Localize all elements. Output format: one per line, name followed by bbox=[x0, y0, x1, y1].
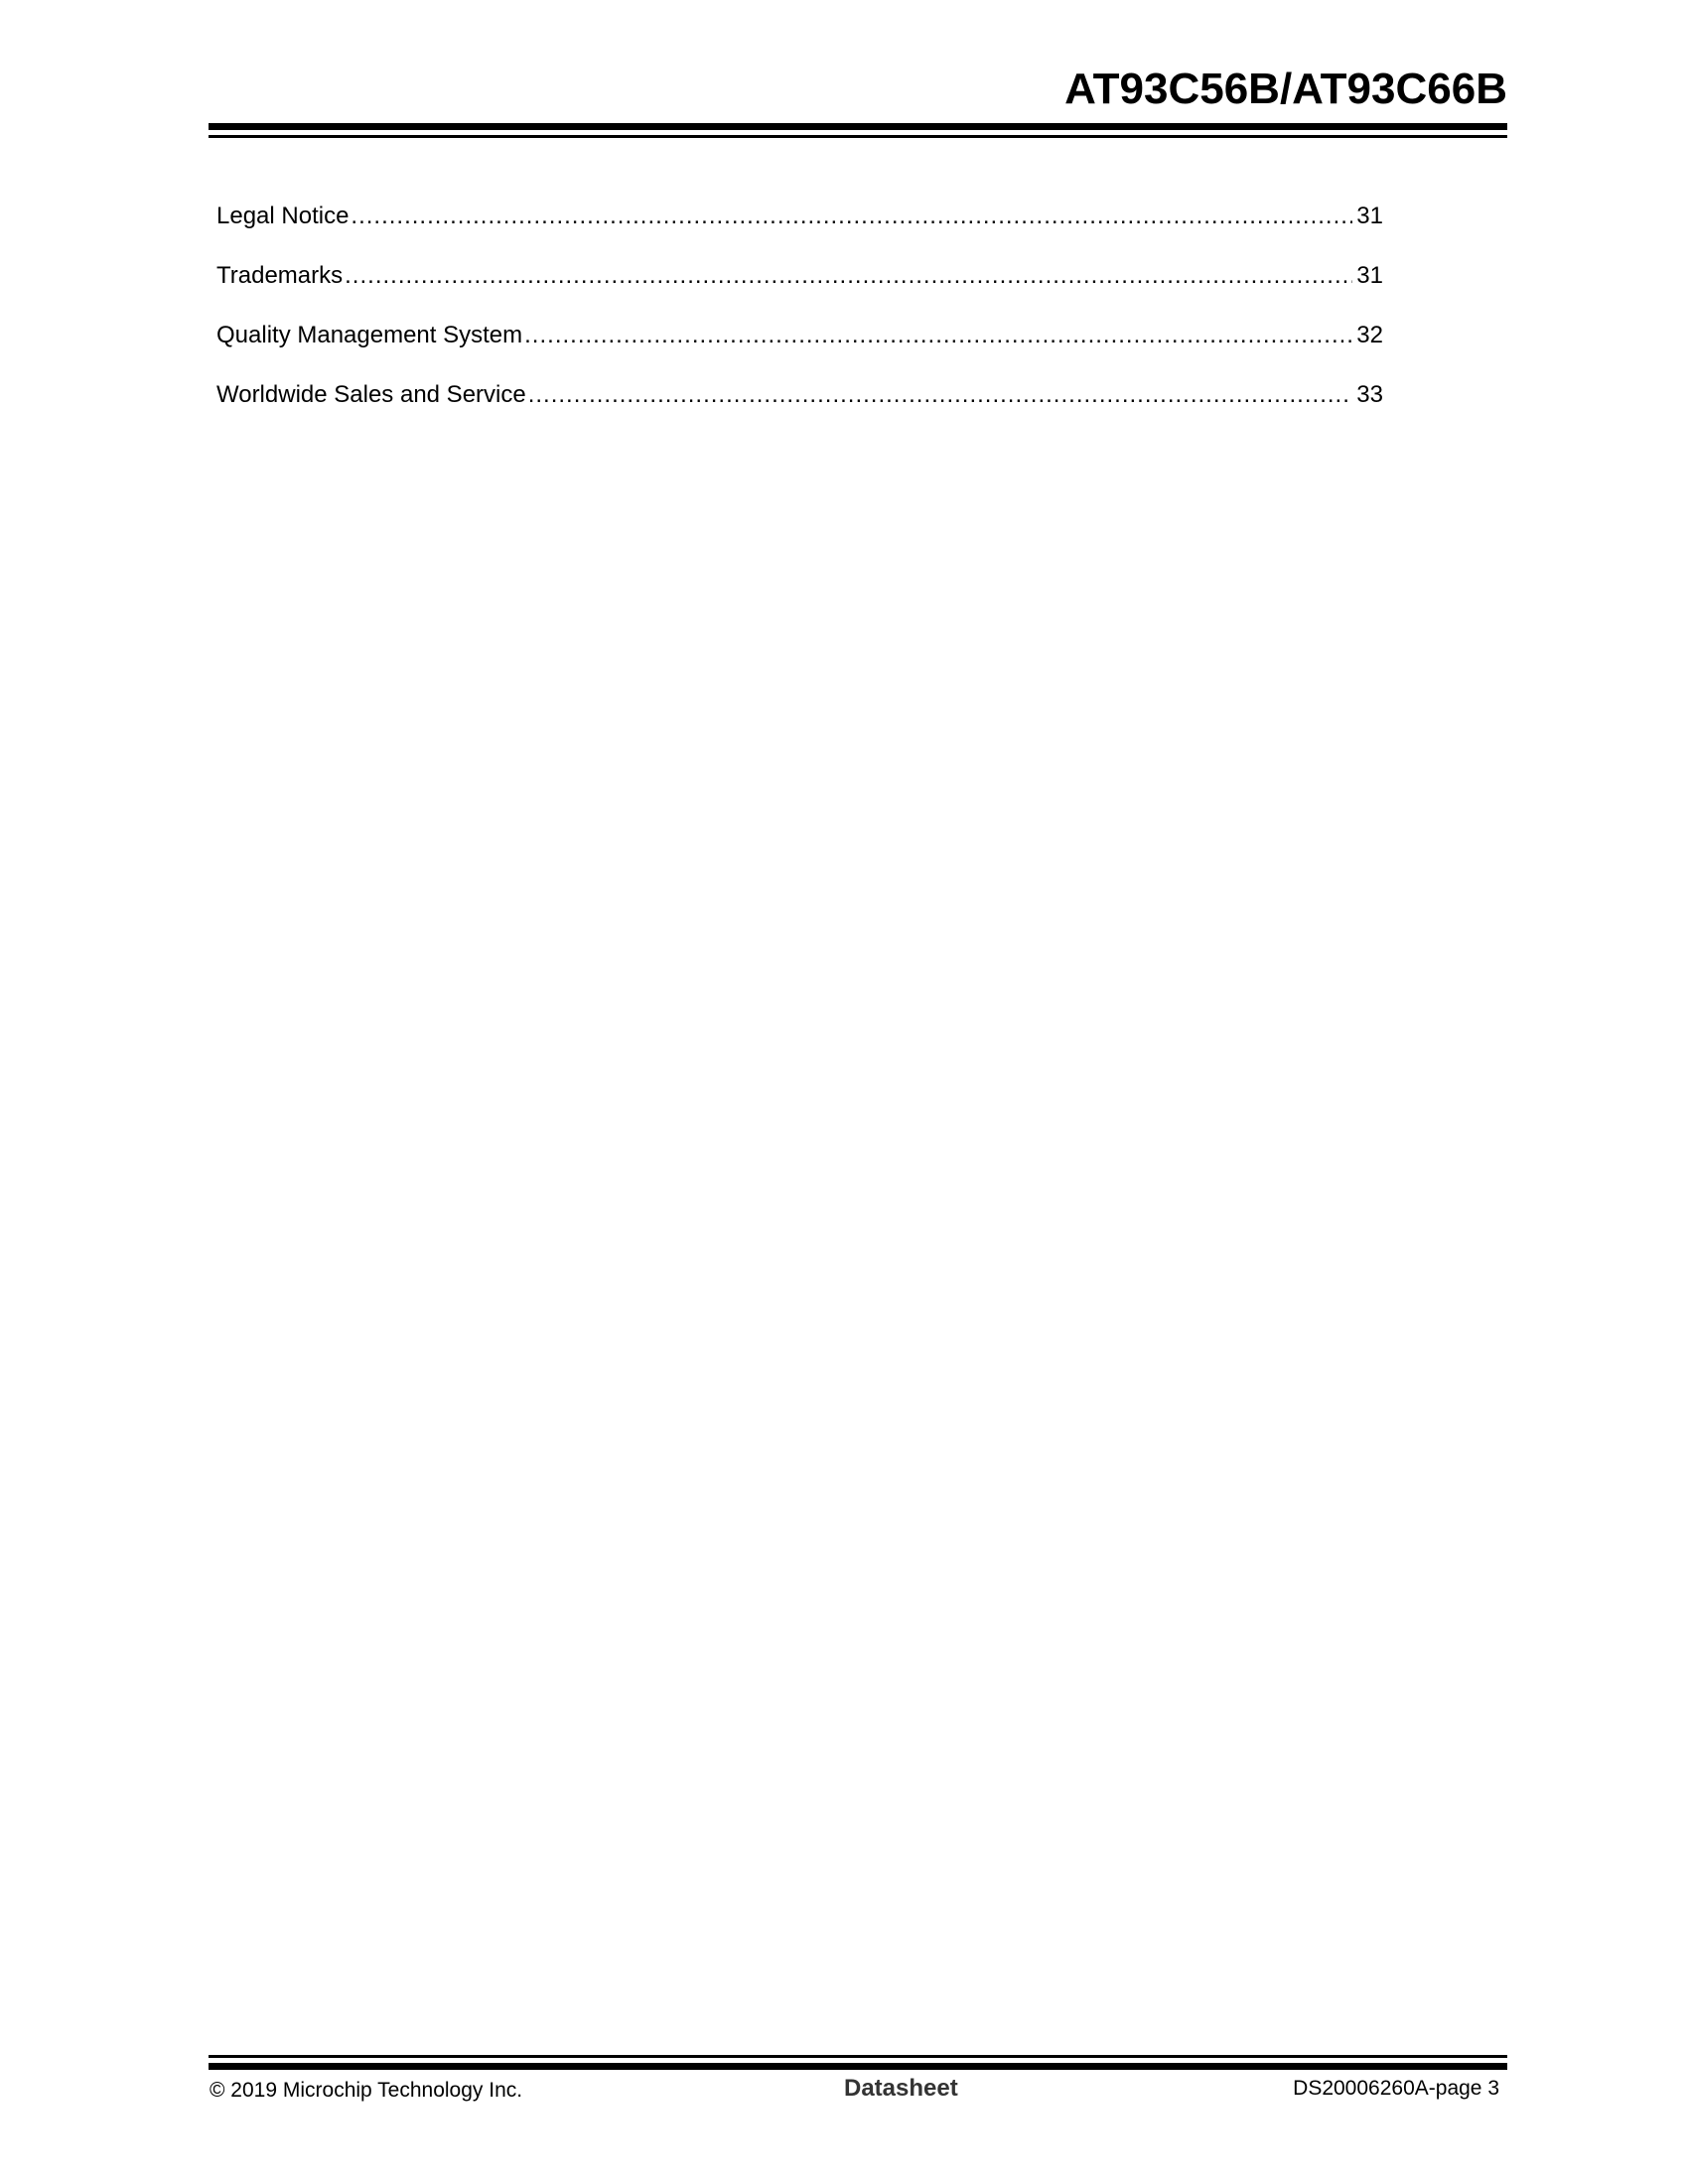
toc-dot-leader bbox=[524, 318, 1352, 353]
toc-entry-label: Trademarks bbox=[216, 262, 344, 289]
toc-entry-page: 31 bbox=[1356, 262, 1383, 289]
footer-copyright: © 2019 Microchip Technology Inc. bbox=[210, 2079, 523, 2102]
header-rule-thick bbox=[209, 123, 1507, 130]
toc-dot-leader bbox=[345, 258, 1352, 294]
toc-entry-label: Quality Management System bbox=[216, 322, 523, 348]
toc-entry-page: 33 bbox=[1356, 381, 1383, 408]
toc-entry-label: Legal Notice bbox=[216, 203, 350, 229]
toc-entry-worldwide-sales-and-service[interactable] bbox=[216, 377, 1383, 437]
toc-entry-page: 31 bbox=[1356, 203, 1383, 229]
toc-entry-page: 32 bbox=[1356, 322, 1383, 348]
toc-entry-legal-notice[interactable] bbox=[216, 199, 1383, 258]
document-title: AT93C56B/AT93C66B bbox=[1064, 65, 1507, 113]
toc-dot-leader bbox=[528, 377, 1353, 413]
footer-page-reference: DS20006260A-page 3 bbox=[1293, 2077, 1499, 2100]
header-rule-thin bbox=[209, 135, 1507, 138]
toc-entry-trademarks[interactable] bbox=[216, 258, 1383, 318]
footer-rule-thick bbox=[209, 2063, 1507, 2070]
table-of-contents bbox=[216, 199, 1383, 437]
footer-rule-thin bbox=[209, 2055, 1507, 2058]
footer-doc-type: Datasheet bbox=[844, 2075, 958, 2102]
toc-entry-label: Worldwide Sales and Service bbox=[216, 381, 526, 408]
toc-dot-leader bbox=[351, 199, 1352, 234]
toc-entry-quality-management-system[interactable] bbox=[216, 318, 1383, 377]
